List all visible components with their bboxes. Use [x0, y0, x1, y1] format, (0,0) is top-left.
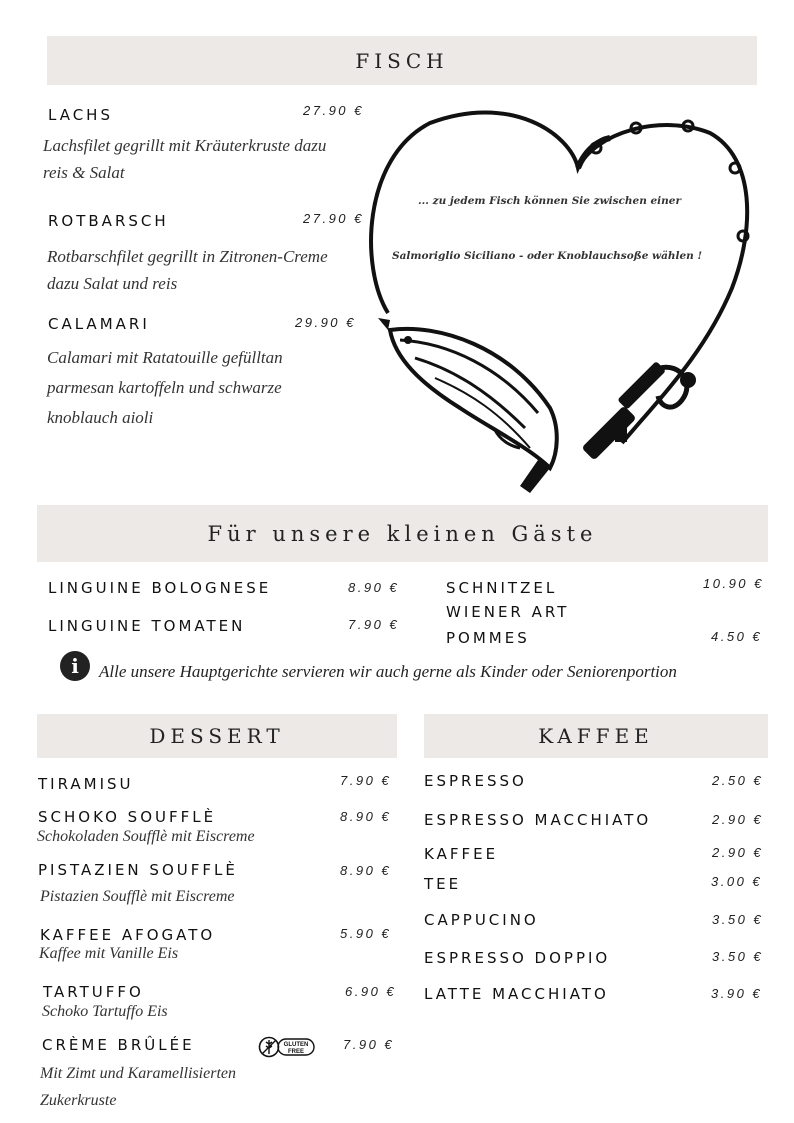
dessert-name-creme-brulee: CRÈME BRÛLÉE [42, 1036, 195, 1054]
kids-name-pommes: POMMES [446, 629, 530, 647]
kids-title: Für unsere kleinen Gäste [207, 521, 598, 546]
coffee-price-tee: 3.00 € [711, 874, 763, 889]
dish-name-lachs: LACHS [48, 106, 113, 124]
dessert-name-schoko-souffle: SCHOKO SOUFFLÈ [38, 808, 217, 826]
dish-name-calamari: CALAMARI [48, 315, 150, 333]
dessert-desc-kaffee-afogato: Kaffee mit Vanille Eis [39, 945, 179, 962]
dessert-name-tartuffo: TARTUFFO [43, 983, 144, 1001]
kids-price-schnitzel: 10.90 € [703, 576, 764, 591]
dish-price-lachs: 27.90 € [303, 103, 364, 118]
heart-text-line1: ... zu jedem Fisch können Sie zwischen einer [418, 195, 682, 207]
kids-name-linguine-bolognese: LINGUINE BOLOGNESE [48, 579, 272, 597]
wheat-icon [262, 1040, 276, 1054]
coffee-name-espresso: ESPRESSO [424, 772, 527, 790]
dessert-price-schoko-souffle: 8.90 € [340, 809, 392, 824]
kids-price-linguine-tomaten: 7.90 € [348, 617, 400, 632]
fishing-rod-heart-illustration [360, 108, 760, 498]
dish-price-rotbarsch: 27.90 € [303, 211, 364, 226]
coffee-price-espresso-macchiato: 2.90 € [712, 812, 764, 827]
kids-name-linguine-tomaten: LINGUINE TOMATEN [48, 617, 246, 635]
fish-icon [378, 318, 557, 493]
coffee-name-cappucino: CAPPUCINO [424, 911, 539, 929]
dish-desc-rotbarsch: Rotbarschfilet gegrillt in Zitronen-Creme dazu Salat und reis [47, 247, 328, 293]
dish-desc-lachs: Lachsfilet gegrillt mit Kräuterkruste dazu reis & Salat [43, 136, 327, 182]
dessert-price-creme-brulee: 7.90 € [343, 1037, 395, 1052]
coffee-price-latte-macchiato: 3.90 € [711, 986, 763, 1001]
dessert-name-pistazien-souffle: PISTAZIEN SOUFFLÈ [38, 861, 238, 879]
kids-name-schnitzel: SCHNITZEL WIENER ART [446, 579, 570, 621]
kaffee-header [424, 714, 768, 758]
coffee-price-kaffee: 2.90 € [712, 845, 764, 860]
dessert-price-kaffee-afogato: 5.90 € [340, 926, 392, 941]
dish-desc-calamari: Calamari mit Ratatouille gefülltan parmesan kartoffeln und schwarze knoblauch aioli [47, 348, 283, 427]
coffee-price-espresso: 2.50 € [712, 773, 764, 788]
dessert-name-tiramisu: TIRAMISU [38, 775, 134, 793]
coffee-price-cappucino: 3.50 € [712, 912, 764, 927]
dessert-header [37, 714, 397, 758]
heart-text-line2: Salmoriglio Siciliano - oder Knoblauchsoße wählen ! [392, 250, 703, 262]
dessert-title: DESSERT [149, 724, 285, 748]
fisch-title: FISCH [355, 48, 449, 73]
coffee-name-espresso-macchiato: ESPRESSO MACCHIATO [424, 811, 652, 829]
coffee-price-espresso-doppio: 3.50 € [712, 949, 764, 964]
kids-header [37, 505, 768, 562]
dessert-desc-pistazien-souffle: Pistazien Soufflè mit Eiscreme [40, 888, 235, 905]
dessert-desc-schoko-souffle: Schokoladen Soufflè mit Eiscreme [37, 828, 255, 845]
dish-name-rotbarsch: ROTBARSCH [48, 212, 169, 230]
coffee-name-kaffee: KAFFEE [424, 845, 499, 863]
heart-line [371, 112, 747, 443]
info-icon: i [60, 651, 90, 681]
dessert-price-tartuffo: 6.90 € [345, 984, 397, 999]
coffee-name-espresso-doppio: ESPRESSO DOPPIO [424, 949, 611, 967]
dessert-price-tiramisu: 7.90 € [340, 773, 392, 788]
kids-portion-note: Alle unsere Hauptgerichte servieren wir auch gerne als Kinder oder Seniorenportion [99, 662, 677, 681]
fisch-header [47, 36, 757, 85]
coffee-name-tee: TEE [424, 875, 462, 893]
dessert-desc-creme-brulee: Mit Zimt und Karamellisierten Zukerkruste [40, 1065, 236, 1109]
dish-price-calamari: 29.90 € [295, 315, 356, 330]
rod-guides [591, 121, 748, 241]
gluten-badge-line1: GLUTEN [283, 1042, 309, 1048]
gluten-free-badge [258, 1036, 316, 1058]
coffee-name-latte-macchiato: LATTE MACCHIATO [424, 985, 609, 1003]
dessert-price-pistazien-souffle: 8.90 € [340, 863, 392, 878]
dessert-name-kaffee-afogato: KAFFEE AFOGATO [40, 926, 216, 944]
kids-price-linguine-bolognese: 8.90 € [348, 580, 400, 595]
dessert-desc-tartuffo: Schoko Tartuffo Eis [42, 1003, 168, 1020]
gluten-badge-line2: FREE [287, 1049, 305, 1055]
kaffee-title: KAFFEE [538, 724, 654, 748]
kids-price-pommes: 4.50 € [711, 629, 763, 644]
